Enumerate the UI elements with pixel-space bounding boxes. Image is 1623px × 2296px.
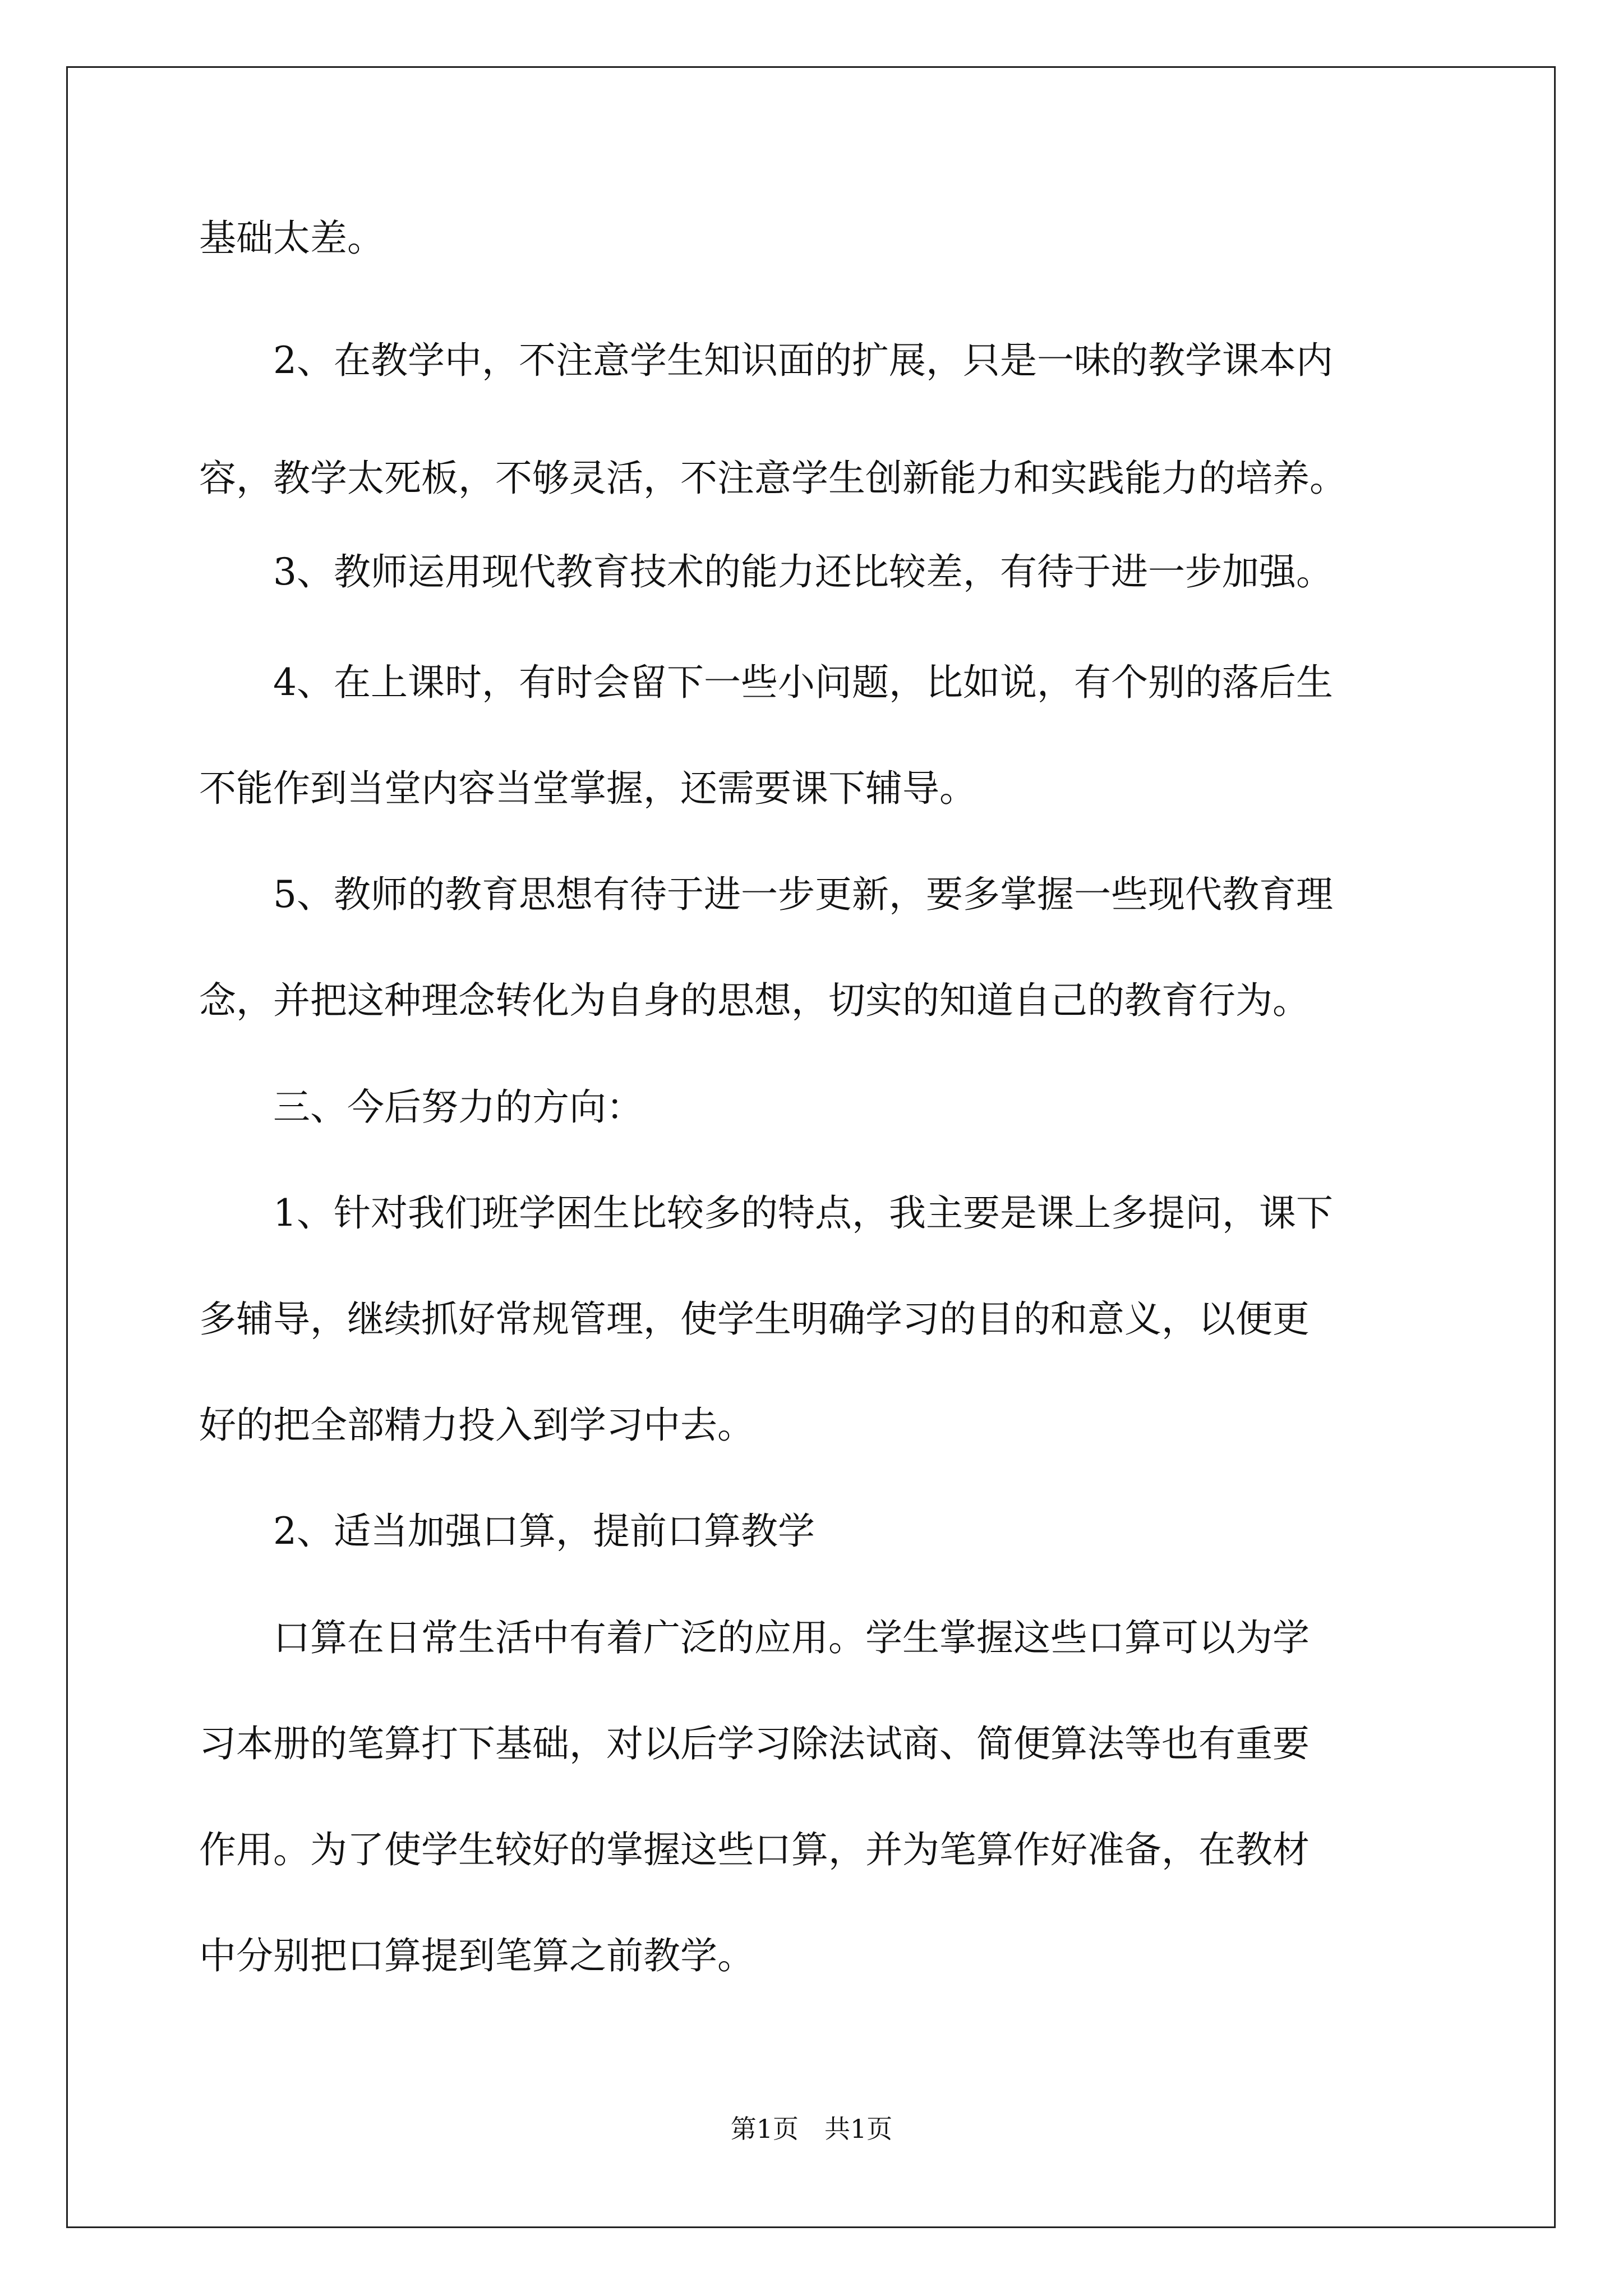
text-line: 习本册的笔算打下基础，对以后学习除法试商、简便算法等也有重要	[199, 1722, 1310, 1765]
text-line: 不能作到当堂内容当堂掌握，还需要课下辅导。	[199, 767, 976, 810]
text-line: 作用。为了使学生较好的掌握这些口算，并为笔算作好准备，在教材	[199, 1828, 1310, 1871]
text-line: 5、教师的教育思想有待于进一步更新，要多掌握一些现代教育理	[199, 873, 1333, 916]
text-line: 好的把全部精力投入到学习中去。	[199, 1404, 754, 1447]
page-border	[66, 66, 1556, 2228]
text-line: 容，教学太死板，不够灵活，不注意学生创新能力和实践能力的培养。	[199, 457, 1347, 500]
text-line: 念，并把这种理念转化为自身的思想，切实的知道自己的教育行为。	[199, 979, 1310, 1022]
text-line: 基础太差。	[199, 217, 384, 260]
text-line: 三、今后努力的方向：	[199, 1085, 643, 1129]
text-line: 中分别把口算提到笔算之前教学。	[199, 1934, 754, 1977]
text-line: 多辅导，继续抓好常规管理，使学生明确学习的目的和意义，以便更	[199, 1297, 1310, 1341]
text-line: 1、针对我们班学困生比较多的特点，我主要是课上多提问，课下	[199, 1191, 1333, 1235]
text-line: 3、教师运用现代教育技术的能力还比较差，有待于进一步加强。	[199, 550, 1333, 593]
text-line: 4、在上课时，有时会留下一些小问题，比如说，有个别的落后生	[199, 661, 1333, 704]
page-number-footer: 第1页 共1页	[730, 2114, 893, 2144]
text-line: 2、在教学中，不注意学生知识面的扩展，只是一味的教学课本内	[199, 339, 1333, 382]
text-line: 2、适当加强口算，提前口算教学	[199, 1510, 815, 1553]
text-line: 口算在日常生活中有着广泛的应用。学生掌握这些口算可以为学	[199, 1616, 1310, 1659]
